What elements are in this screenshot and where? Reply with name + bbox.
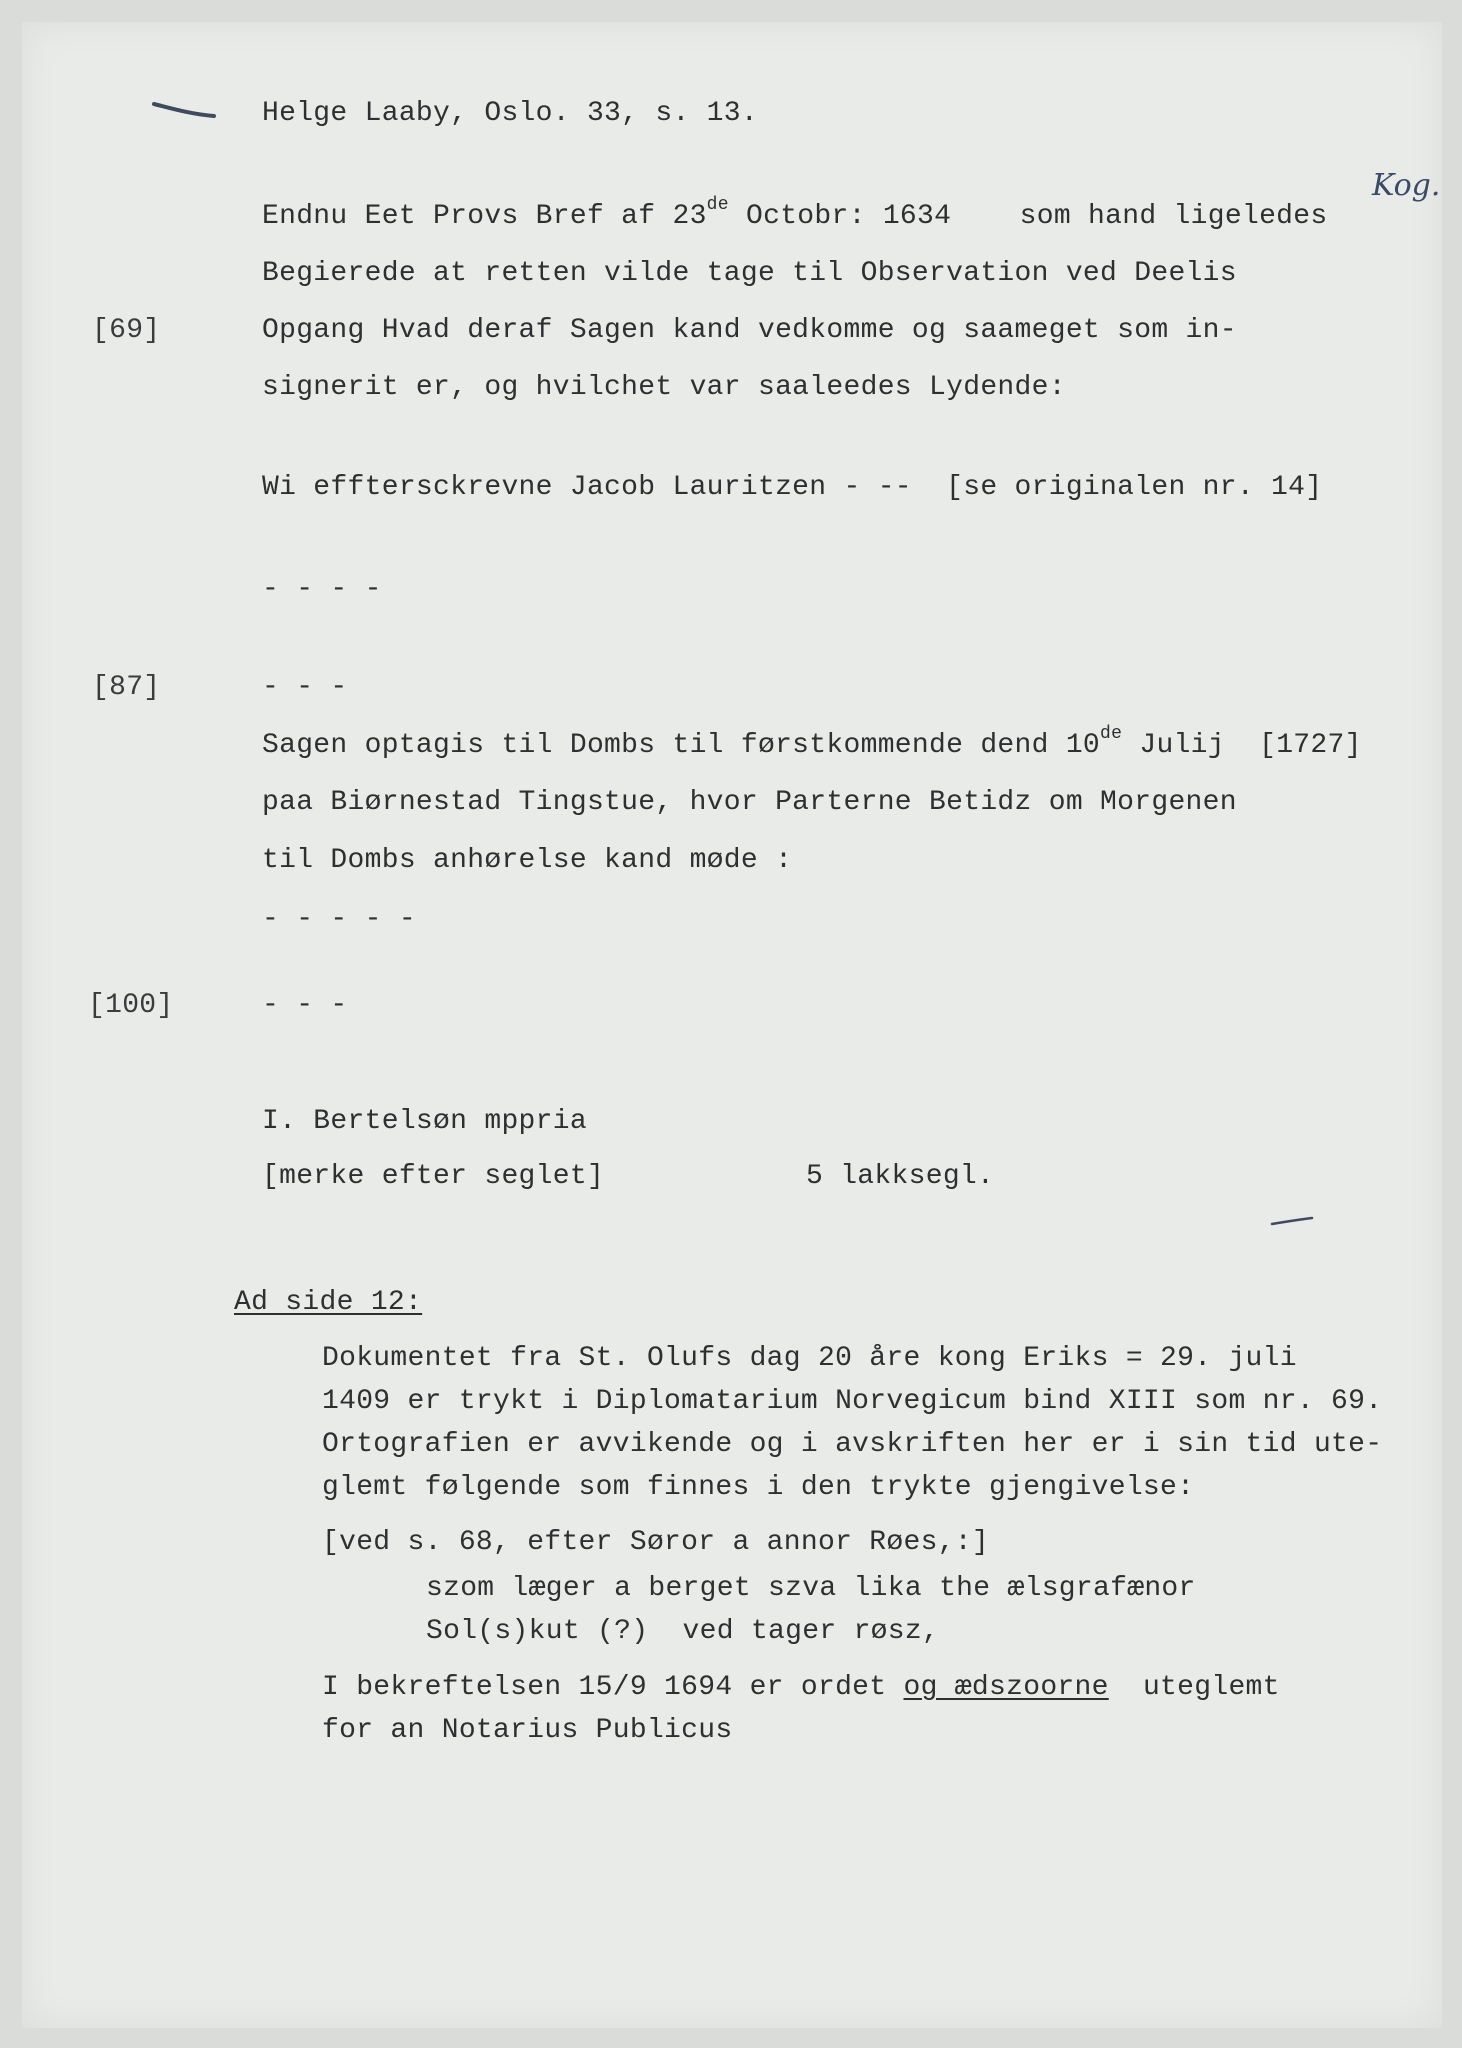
quote-line-2: szom læger a berget szva lika the ælsgrafænor xyxy=(426,1573,1196,1604)
ad-side-line-4: glemt følgende som finnes i den trykte gjengivelse: xyxy=(322,1472,1195,1503)
ad-side-line-2: 1409 er trykt i Diplomatarium Norvegicum bind XIII som nr. 69. xyxy=(322,1386,1383,1417)
letter-line-1 xyxy=(262,194,1328,232)
letter-line-4: signerit er, og hvilchet var saaleedes Lydende: xyxy=(262,372,1066,403)
pen-stroke-mark xyxy=(150,96,220,126)
quote-line-3: Sol(s)kut (?) ved tager røsz, xyxy=(426,1616,940,1647)
underlined-phrase: og ædszoorne xyxy=(903,1672,1109,1703)
handwritten-note: Kog. xyxy=(1372,168,1441,203)
dash-separator-1: - - - - xyxy=(262,574,382,605)
letter-line-3: Opgang Hvad deraf Sagen kand vedkomme og saameget som in- xyxy=(262,315,1237,346)
letter-line-6-rest: Julij [1727] xyxy=(1122,730,1362,761)
letter-line-6 xyxy=(262,723,1362,761)
ad-side-line-3: Ortografien er avvikende og i avskriften her er i sin tid ute- xyxy=(322,1429,1383,1460)
pen-tick-mark xyxy=(1268,1212,1318,1232)
superscript-de: de xyxy=(706,194,729,215)
ad-side-line-1: Dokumentet fra St. Olufs dag 20 åre kong Eriks = 29. juli xyxy=(322,1343,1297,1374)
seal-note: [merke efter seglet] xyxy=(262,1161,605,1192)
letter-line-5: Wi efftersckrevne Jacob Lauritzen - -- [se originalen nr. 14] xyxy=(262,472,1323,503)
letter-line-1-rest: Octobr: 1634 som hand ligeledes xyxy=(728,201,1328,232)
ad-side-line-6: for an Notarius Publicus xyxy=(322,1715,733,1746)
letter-line-8: til Dombs anhørelse kand møde : xyxy=(262,845,793,876)
letter-line-6-text: Sagen optagis til Dombs til førstkommende dend 10 xyxy=(262,730,1101,761)
letter-line-7: paa Biørnestad Tingstue, hvor Parterne Betidz om Morgenen xyxy=(262,787,1237,818)
dash-separator-2: - - - xyxy=(262,672,348,703)
quote-line-1: [ved s. 68, efter Søror a annor Røes,:] xyxy=(322,1527,990,1558)
ad-side-line-5 xyxy=(322,1674,1280,1702)
letter-line-1-text: Endnu Eet Provs Bref af 23 xyxy=(262,201,707,232)
dash-separator-3: - - - - - xyxy=(262,904,416,935)
superscript-de-2: de xyxy=(1100,723,1123,744)
dash-separator-4: - - - xyxy=(262,990,348,1021)
letter-line-2: Begierede at retten vilde tage til Observation ved Deelis xyxy=(262,258,1237,289)
ad-side-line-5-text: I bekreftelsen 15/9 1694 er ordet xyxy=(322,1672,904,1703)
ad-side-line-5-rest: uteglemt xyxy=(1108,1672,1280,1703)
margin-ref-87: [87] xyxy=(92,672,161,703)
margin-ref-69: [69] xyxy=(92,315,161,346)
signature-name: I. Bertelsøn mppria xyxy=(262,1106,587,1137)
lacquer-seals: 5 lakksegl. xyxy=(806,1161,995,1192)
margin-ref-100: [100] xyxy=(88,990,174,1021)
page-header: Helge Laaby, Oslo. 33, s. 13. xyxy=(262,98,758,129)
ad-side-heading: Ad side 12: xyxy=(234,1287,423,1318)
